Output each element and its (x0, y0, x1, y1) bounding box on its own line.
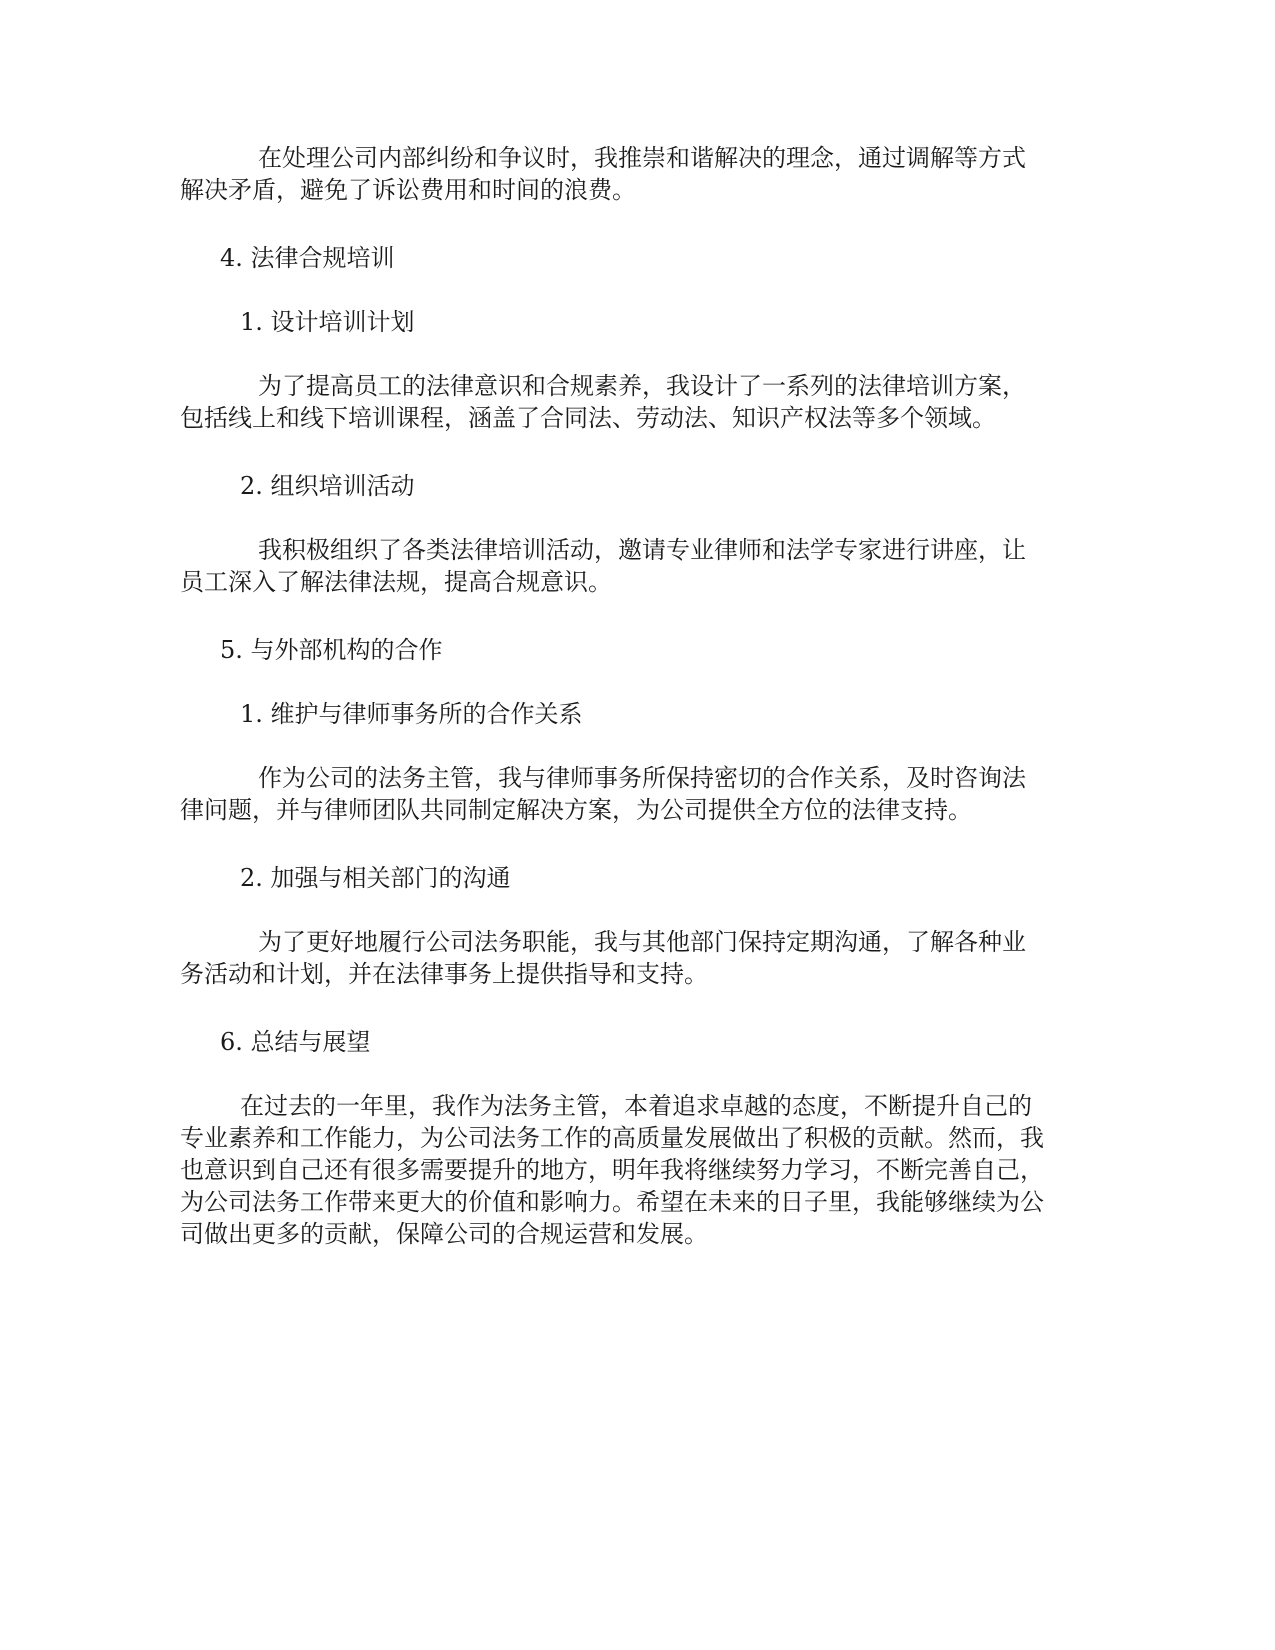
subheading-law-firm-relations (240, 698, 583, 730)
paragraph-line: 解决矛盾，避免了诉讼费用和时间的浪费。 (180, 176, 636, 204)
heading-text: 5. 与外部机构的合作 (220, 636, 443, 664)
paragraph-line: 也意识到自己还有很多需要提升的地方，明年我将继续努力学习，不断完善自己， (180, 1156, 1044, 1184)
paragraph-line: 员工深入了解法律法规，提高合规意识。 (180, 568, 612, 596)
paragraph-line: 为公司法务工作带来更大的价值和影响力。希望在未来的日子里，我能够继续为公 (180, 1188, 1044, 1216)
paragraph-department-communication (180, 926, 1026, 990)
paragraph-line: 务活动和计划，并在法律事务上提供指导和支持。 (180, 960, 708, 988)
heading-section-6 (220, 1026, 371, 1058)
heading-text: 4. 法律合规培训 (220, 244, 395, 272)
heading-section-4 (220, 242, 395, 274)
heading-text: 6. 总结与展望 (220, 1028, 371, 1056)
paragraph-line: 我积极组织了各类法律培训活动，邀请专业律师和法学专家进行讲座，让 (258, 536, 1026, 564)
paragraph-law-firm-cooperation (180, 762, 1026, 826)
subheading-text: 1. 维护与律师事务所的合作关系 (240, 700, 583, 728)
paragraph-dispute-resolution (180, 142, 1026, 206)
paragraph-summary (180, 1090, 1044, 1250)
paragraph-line: 在过去的一年里，我作为法务主管，本着追求卓越的态度，不断提升自己的 (240, 1092, 1032, 1120)
paragraph-line: 律问题，并与律师团队共同制定解决方案，为公司提供全方位的法律支持。 (180, 796, 972, 824)
subheading-department-communication (240, 862, 511, 894)
paragraph-line: 在处理公司内部纠纷和争议时，我推崇和谐解决的理念，通过调解等方式 (258, 144, 1026, 172)
subheading-text: 2. 加强与相关部门的沟通 (240, 864, 511, 892)
heading-section-5 (220, 634, 443, 666)
subheading-design-training-plan (240, 306, 415, 338)
paragraph-line: 专业素养和工作能力，为公司法务工作的高质量发展做出了积极的贡献。然而，我 (180, 1124, 1044, 1152)
paragraph-line: 为了提高员工的法律意识和合规素养，我设计了一系列的法律培训方案， (258, 372, 1026, 400)
paragraph-line: 为了更好地履行公司法务职能，我与其他部门保持定期沟通，了解各种业 (258, 928, 1026, 956)
subheading-text: 1. 设计培训计划 (240, 308, 415, 336)
paragraph-training-plan (180, 370, 1026, 434)
paragraph-line: 包括线上和线下培训课程，涵盖了合同法、劳动法、知识产权法等多个领域。 (180, 404, 996, 432)
subheading-text: 2. 组织培训活动 (240, 472, 415, 500)
paragraph-training-activities (180, 534, 1026, 598)
paragraph-line: 作为公司的法务主管，我与律师事务所保持密切的合作关系，及时咨询法 (258, 764, 1026, 792)
subheading-organize-training (240, 470, 415, 502)
paragraph-line: 司做出更多的贡献，保障公司的合规运营和发展。 (180, 1220, 708, 1248)
